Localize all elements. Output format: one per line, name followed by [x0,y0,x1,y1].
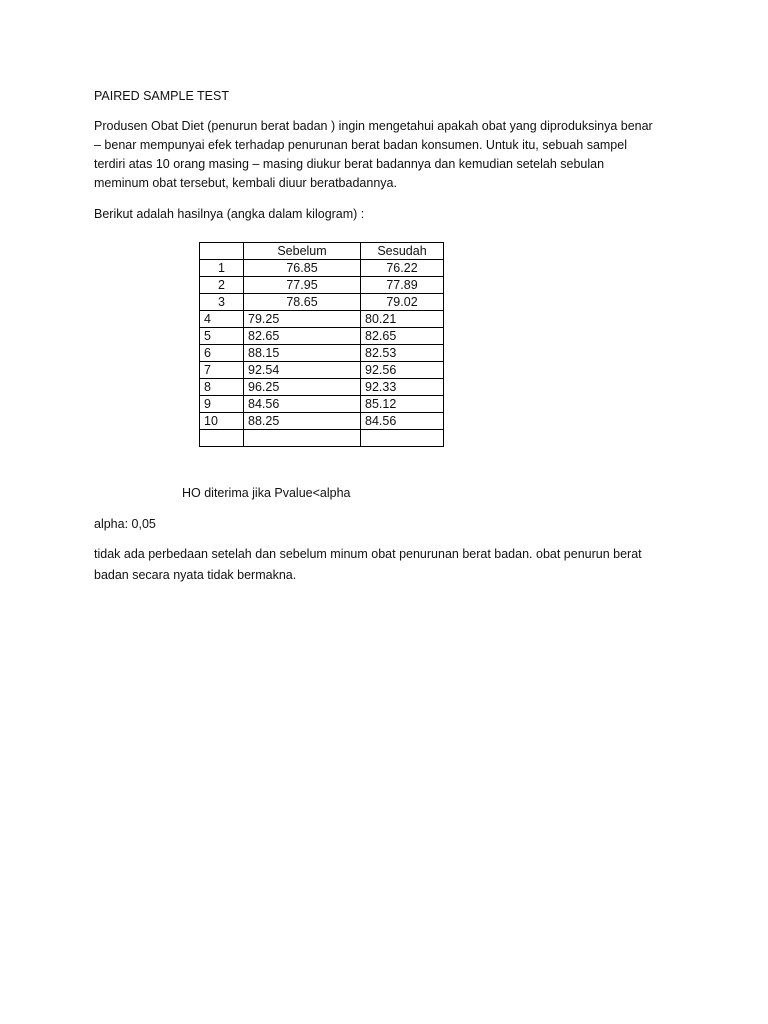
sebelum-value: 88.15 [244,345,361,362]
conclusion-line: badan secara nyata tidak bermakna. [94,568,297,582]
header-cell-sesudah: Sesudah [361,243,444,260]
sebelum-value: 96.25 [244,379,361,396]
table-row [200,413,444,430]
sesudah-value: 92.33 [361,379,444,396]
sebelum-value: 77.95 [244,277,361,294]
paragraph-line: meminum obat tersebut, kembali diuur beratbadannya. [94,176,397,190]
table-row [200,345,444,362]
row-number: 6 [200,345,244,362]
sesudah-value: 82.65 [361,328,444,345]
document-title: PAIRED SAMPLE TEST [94,89,229,103]
conclusion-line: tidak ada perbedaan setelah dan sebelum minum obat penurunan berat badan. obat penurun berat [94,547,642,561]
paragraph-line: terdiri atas 10 orang masing – masing diukur berat badannya dan kemudian setelah sebulan [94,157,605,171]
paragraph-line: – benar mempunyai efek terhadap penurunan berat badan konsumen. Untuk itu, sebuah sampel [94,138,627,152]
sebelum-value: 92.54 [244,362,361,379]
empty-cell [200,430,244,447]
empty-cell [244,430,361,447]
row-number: 2 [200,277,244,294]
sesudah-value: 80.21 [361,311,444,328]
sebelum-value: 88.25 [244,413,361,430]
table-row [200,294,444,311]
row-number: 8 [200,379,244,396]
table-header-row [200,243,444,260]
row-number: 4 [200,311,244,328]
row-number: 5 [200,328,244,345]
sesudah-value: 77.89 [361,277,444,294]
conclusion-paragraph [94,544,642,586]
table-row [200,379,444,396]
table-empty-row [200,430,444,447]
table-intro: Berikut adalah hasilnya (angka dalam kilogram) : [94,207,365,221]
weight-table [199,242,444,447]
table-row [200,362,444,379]
problem-paragraph [94,117,694,193]
sesudah-value: 76.22 [361,260,444,277]
table-row [200,396,444,413]
sesudah-value: 92.56 [361,362,444,379]
empty-cell [361,430,444,447]
sebelum-value: 78.65 [244,294,361,311]
sesudah-value: 84.56 [361,413,444,430]
row-number: 7 [200,362,244,379]
sesudah-value: 79.02 [361,294,444,311]
table-row [200,260,444,277]
table-row [200,311,444,328]
header-cell-sebelum: Sebelum [244,243,361,260]
sebelum-value: 84.56 [244,396,361,413]
row-number: 9 [200,396,244,413]
sesudah-value: 82.53 [361,345,444,362]
paragraph-line: Produsen Obat Diet (penurun berat badan ) ingin mengetahui apakah obat yang diproduksinya benar [94,119,653,133]
row-number: 1 [200,260,244,277]
table-row [200,277,444,294]
table-row [200,328,444,345]
sesudah-value: 85.12 [361,396,444,413]
header-cell-no [200,243,244,260]
row-number: 3 [200,294,244,311]
alpha-text: alpha: 0,05 [94,517,156,531]
row-number: 10 [200,413,244,430]
hypothesis-text: HO diterima jika Pvalue<alpha [182,486,351,500]
sebelum-value: 76.85 [244,260,361,277]
sebelum-value: 82.65 [244,328,361,345]
sebelum-value: 79.25 [244,311,361,328]
